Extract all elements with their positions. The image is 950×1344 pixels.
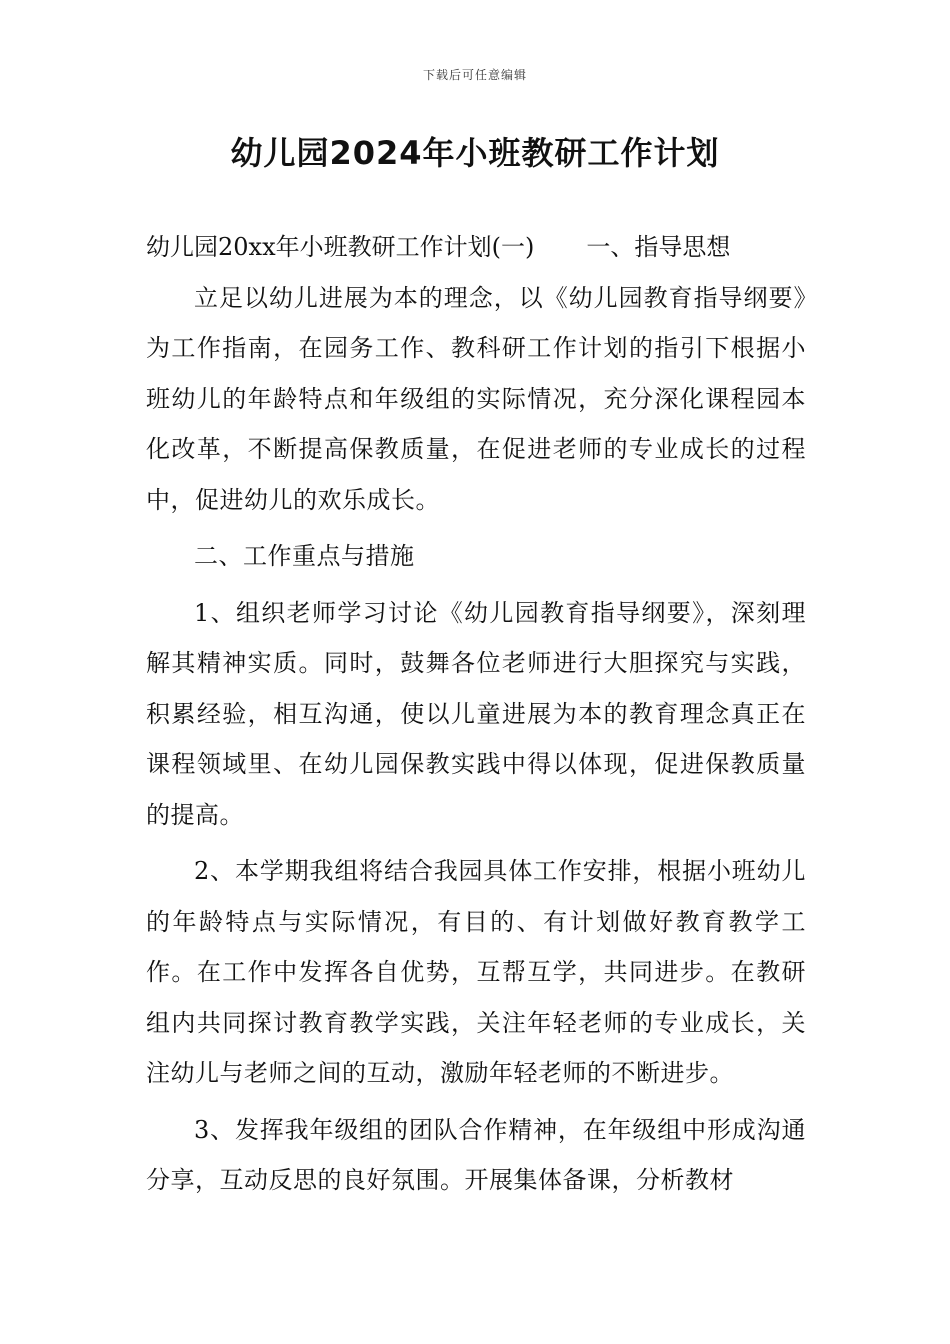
subtitle-line — [146, 222, 806, 273]
paragraph-guiding-thought: 立足以幼儿进展为本的理念，以《幼儿园教育指导纲要》为工作指南，在园务工作、教科研工作计划的指引下根据小班幼儿的年龄特点和年级组的实际情况，充分深化课程园本化改革，不断提高保教质量，在促进老师的专业成长的过程中，促进幼儿的欢乐成长。 — [146, 283, 806, 514]
paragraph-item-2: 2、本学期我组将结合我园具体工作安排，根据小班幼儿的年龄特点与实际情况，有目的、有计划做好教育教学工作。在工作中发挥各自优势，互帮互学，共同进步。在教研组内共同探讨教育教学实践，关注年轻老师的专业成长，关注幼儿与老师之间的互动，激励年轻老师的不断进步。 — [146, 857, 806, 1087]
paragraph-item-1: 1、组织老师学习讨论《幼儿园教育指导纲要》，深刻理解其精神实质。同时，鼓舞各位老师进行大胆探究与实践，积累经验，相互沟通，使以儿童进展为本的教育理念真正在课程领域里、在幼儿园保教实践中得以体现，促进保教质量的提高。 — [146, 598, 806, 829]
section-heading-guiding-thought: 一、指导思想 — [586, 233, 731, 261]
document-title: 幼儿园2024年小班教研工作计划 — [230, 134, 720, 172]
paragraph-item-3: 3、发挥我年级组的团队合作精神，在年级组中形成沟通分享，互动反思的良好氛围。开展集体备课，分析教材 — [146, 1115, 806, 1194]
header-note: 下载后可任意编辑 — [422, 68, 527, 82]
document-body — [146, 222, 806, 1206]
subtitle: 幼儿园20xx年小班教研工作计划(一) — [146, 233, 535, 261]
section-heading-key-work: 二、工作重点与措施 — [194, 542, 415, 570]
